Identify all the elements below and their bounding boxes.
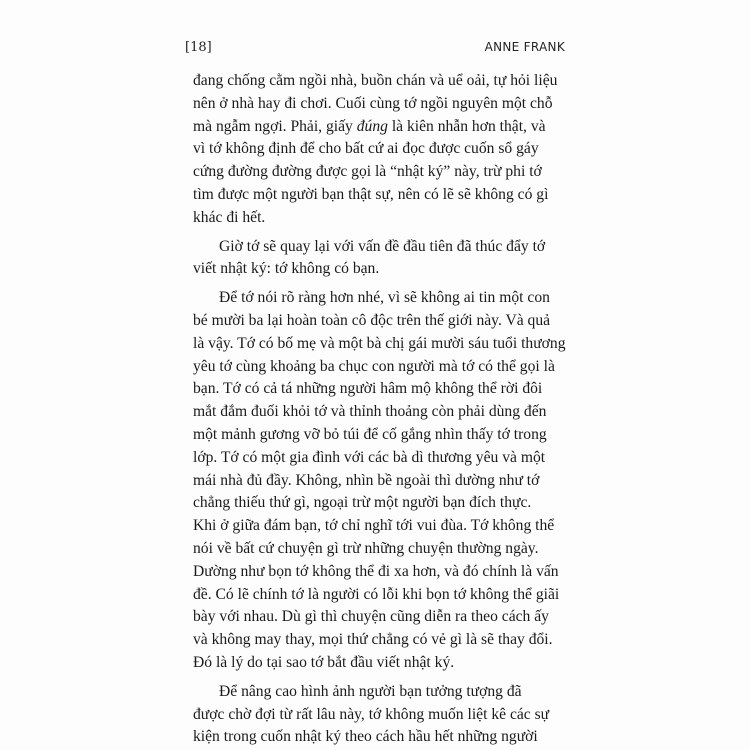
text-line: cứng đường đường được gọi là “nhật ký” này, trừ phi tớ bbox=[193, 163, 542, 181]
page-number: [18] bbox=[185, 40, 212, 55]
text-fragment: mà ngẫm ngợi. Phải, giấy bbox=[193, 117, 357, 135]
text-line: Giờ tớ sẽ quay lại với vấn đề đầu tiên đã thúc đẩy tớ bbox=[219, 237, 546, 255]
emphasis-word: đúng bbox=[356, 117, 388, 135]
text-fragment: là kiên nhẫn hơn thật, và bbox=[387, 117, 546, 135]
text-line: Đó là lý do tại sao tớ bắt đầu viết nhật ký. bbox=[193, 653, 455, 671]
page-header bbox=[185, 40, 565, 60]
text-line: một mảnh gương vỡ bỏ túi để cố gắng nhìn thấy tớ trong bbox=[193, 425, 547, 443]
text-line: đề. Có lẽ chính tớ là người có lỗi khi bọn tớ không thể giãi bbox=[193, 585, 560, 603]
text-line: là vậy. Tớ có bố mẹ và một bà chị gái mười sáu tuổi thương bbox=[193, 334, 566, 352]
text-line: đang chống cằm ngồi nhà, buồn chán và uể oải, tự hỏi liệu bbox=[193, 72, 558, 89]
text-line: nói về bất cứ chuyện gì trừ những chuyện thường ngày. bbox=[193, 539, 539, 557]
text-line: nên ở nhà hay đi chơi. Cuối cùng tớ ngồi nguyên một chỗ bbox=[193, 94, 553, 112]
text-line: Dường như bọn tớ không thể đi xa hơn, và đó chính là vấn bbox=[193, 562, 559, 580]
text-line: mái nhà đủ đầy. Không, nhìn bề ngoài thì dường như tớ bbox=[193, 471, 540, 489]
text-line: được chờ đợi từ rất lâu này, tớ không muốn liệt kê các sự bbox=[193, 705, 550, 723]
text-line: và không may thay, mọi thứ chẳng có vẻ gì là sẽ thay đổi. bbox=[193, 631, 553, 649]
text-line: chẳng thiếu thứ gì, ngoại trừ một người bạn đích thực. bbox=[193, 494, 532, 512]
text-line: yêu tớ cùng khoảng ba chục con người mà tớ có thể gọi là bbox=[193, 357, 555, 375]
paragraph-2 bbox=[193, 236, 565, 282]
text-line: viết nhật ký: tớ không có bạn. bbox=[193, 260, 380, 278]
paragraph-3 bbox=[193, 287, 565, 675]
text-line: bạn. Tớ có cả tá những người hâm mộ không thể rời đôi bbox=[193, 380, 543, 398]
text-line: Khi ở giữa đám bạn, tớ chỉ nghĩ tới vui đùa. Tớ không thể bbox=[193, 517, 555, 535]
text-line: vì tớ không định để cho bất cứ ai đọc được cuốn sổ gáy bbox=[193, 140, 539, 158]
text-line bbox=[193, 116, 565, 139]
text-line: bé mười ba lại hoàn toàn cô độc trên thế giới này. Và quả bbox=[193, 311, 551, 329]
running-head: ANNE FRANK bbox=[484, 40, 565, 54]
page-body bbox=[193, 70, 565, 749]
text-line: kiện trong cuốn nhật ký theo cách hầu hết những người bbox=[193, 728, 538, 746]
text-line: Để tớ nói rõ ràng hơn nhé, vì sẽ không ai tin một con bbox=[219, 289, 550, 307]
text-line: tìm được một người bạn thật sự, nên có lẽ sẽ không có gì bbox=[193, 185, 549, 203]
text-line: Để nâng cao hình ảnh người bạn tưởng tượng đã bbox=[219, 682, 522, 700]
paragraph-4 bbox=[193, 681, 565, 749]
paragraph-1 bbox=[193, 70, 565, 230]
text-line: lớp. Tớ có một gia đình với các bà dì thương yêu và một bbox=[193, 448, 546, 466]
text-line: mắt đắm đuối khỏi tớ và thỉnh thoảng còn phải dùng đến bbox=[193, 403, 547, 421]
text-line: khác đi hết. bbox=[193, 208, 266, 226]
text-line: bày với nhau. Dù gì thì chuyện cũng diễn ra theo cách ấy bbox=[193, 608, 549, 626]
